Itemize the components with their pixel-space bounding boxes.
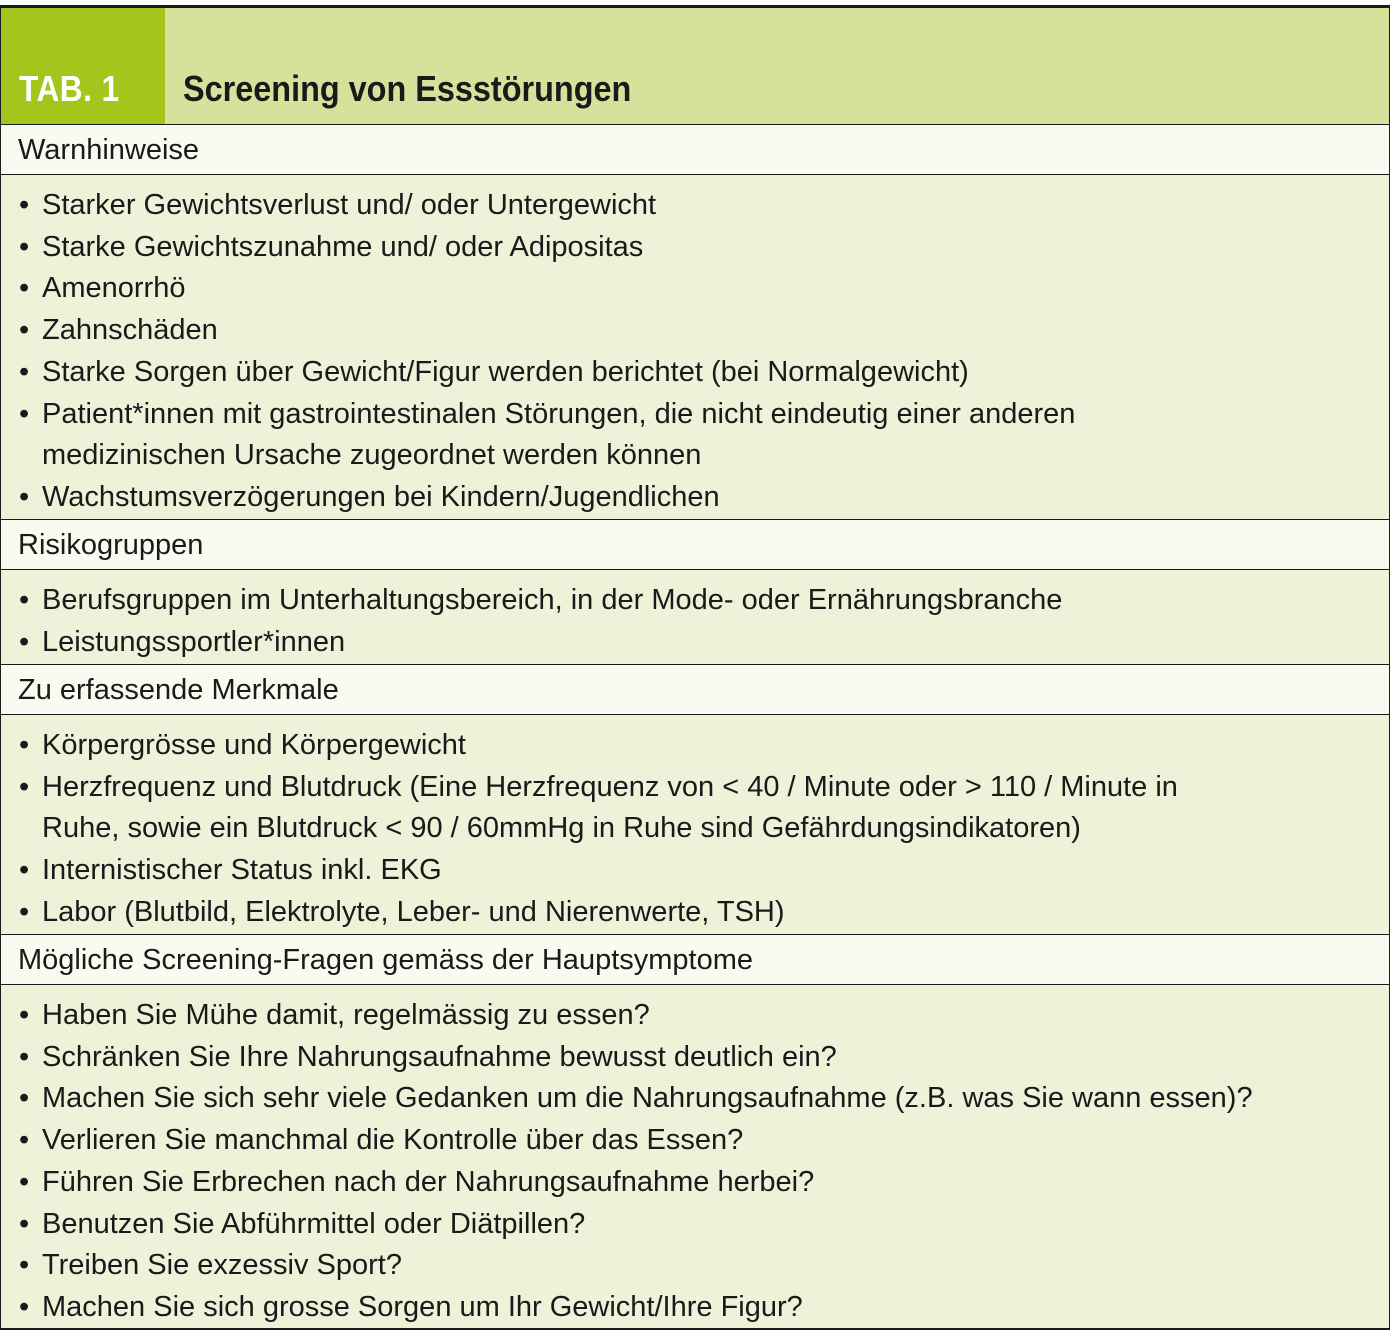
list-item: • Haben Sie Mühe damit, regelmässig zu essen? <box>19 999 650 1031</box>
screening-table <box>0 5 1390 1330</box>
section-body-merkmale <box>1 715 1389 935</box>
table-header <box>1 8 1389 125</box>
section-body-screening-fragen <box>1 985 1389 1330</box>
section-body-risikogruppen <box>1 570 1389 665</box>
section-heading-merkmale: Zu erfassende Merkmale <box>1 665 1389 715</box>
table-title-text: Screening von Essstörungen <box>183 68 632 109</box>
list-item: • Berufsgruppen im Unterhaltungsbereich, in der Mode- oder Ernährungsbranche <box>19 584 1063 616</box>
section-heading-warnhinweise: Warnhinweise <box>1 125 1389 175</box>
list-item: • Leistungssportler*innen <box>19 625 346 658</box>
section-heading-risikogruppen: Risikogruppen <box>1 520 1389 570</box>
list-item: • Verlieren Sie manchmal die Kontrolle über das Essen? <box>19 1124 744 1157</box>
section-heading-screening-fragen: Mögliche Screening-Fragen gemäss der Hauptsymptome <box>1 935 1389 985</box>
list-item: • Amenorrhö <box>19 272 186 305</box>
list-item: • Körpergrösse und Körpergewicht <box>19 729 466 761</box>
list-item: • Machen Sie sich grosse Sorgen um Ihr Gewicht/Ihre Figur? <box>19 1290 803 1323</box>
list-item: • Zahnschäden <box>19 314 218 347</box>
list-item: • Starke Sorgen über Gewicht/Figur werden berichtet (bei Normalgewicht) <box>19 355 969 388</box>
table-title <box>165 8 1389 124</box>
list-item: • Treiben Sie exzessiv Sport? <box>19 1249 402 1282</box>
table-number <box>1 8 165 124</box>
bullet-list <box>1 580 1389 663</box>
list-item: • Internistischer Status inkl. EKG <box>19 854 442 887</box>
list-item: • Herzfrequenz und Blutdruck (Eine Herzfrequenz von < 40 / Minute oder > 110 / Minute in Ruhe, sowie ein Blutdruck < 90 / 60mmHg in Ruhe sind Gefährdungsindikatoren) <box>19 770 1178 845</box>
bullet-list <box>1 185 1389 519</box>
list-item: • Wachstumsverzögerungen bei Kindern/Jugendlichen <box>19 480 720 513</box>
list-item: • Starke Gewichtszunahme und/ oder Adipositas <box>19 230 644 263</box>
list-item: • Schränken Sie Ihre Nahrungsaufnahme bewusst deutlich ein? <box>19 1040 837 1073</box>
list-item: • Starker Gewichtsverlust und/ oder Untergewicht <box>19 189 657 221</box>
list-item: • Labor (Blutbild, Elektrolyte, Leber- und Nierenwerte, TSH) <box>19 895 785 928</box>
table-number-text: TAB. 1 <box>19 68 120 109</box>
bullet-list <box>1 995 1389 1329</box>
list-item: • Benutzen Sie Abführmittel oder Diätpillen? <box>19 1207 586 1240</box>
list-item: • Patient*innen mit gastrointestinalen Störungen, die nicht eindeutig einer anderen medizinischen Ursache zugeordnet werden können <box>19 397 1076 472</box>
list-item: • Führen Sie Erbrechen nach der Nahrungsaufnahme herbei? <box>19 1165 815 1198</box>
section-body-warnhinweise <box>1 175 1389 520</box>
bullet-list <box>1 725 1389 934</box>
list-item: • Machen Sie sich sehr viele Gedanken um die Nahrungsaufnahme (z.B. was Sie wann essen)? <box>19 1082 1253 1115</box>
